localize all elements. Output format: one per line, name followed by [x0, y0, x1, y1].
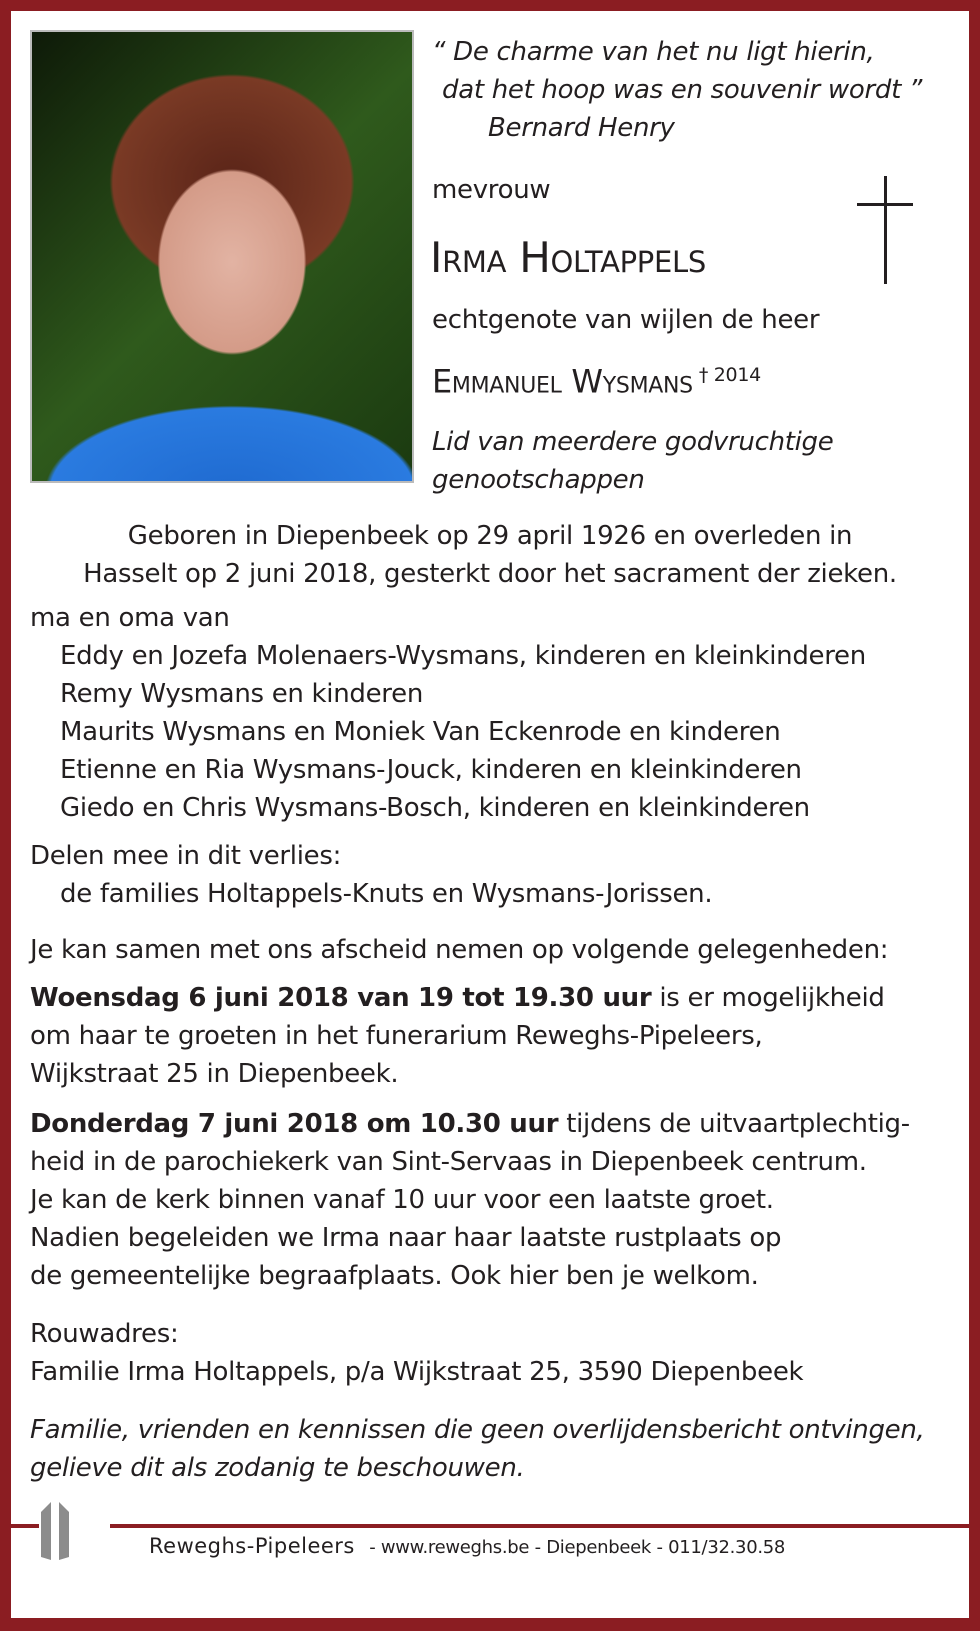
occasions-intro: Je kan samen met ons afscheid nemen op volgende gelegenheden: [30, 935, 889, 965]
cross-icon [857, 176, 913, 284]
funeral-line-4: Nadien begeleiden we Irma naar haar laatste rustplaats op [30, 1223, 782, 1253]
obituary-card [11, 11, 969, 1618]
funeral-text: tijdens de uitvaartplechtig- [558, 1109, 910, 1139]
funeral-line-2: heid in de parochiekerk van Sint-Servaas in Diepenbeek centrum. [30, 1147, 867, 1177]
membership-line-1: Lid van meerdere godvruchtige [432, 427, 834, 457]
visit-date: Woensdag 6 juni 2018 van 19 tot 19.30 uur [30, 983, 652, 1013]
funeral-line-3: Je kan de kerk binnen vanaf 10 uur voor een laatste groet. [30, 1185, 774, 1215]
membership-line-2: genootschappen [432, 465, 645, 495]
footer-details: - www.reweghs.be - Diepenbeek - 011/32.30.58 [369, 1537, 786, 1558]
share-text: de families Holtappels-Knuts en Wysmans-Jorissen. [60, 879, 713, 909]
family-member: Remy Wysmans en kinderen [60, 679, 423, 709]
family-heading: ma en oma van [30, 603, 230, 633]
family-member: Eddy en Jozefa Molenaers-Wysmans, kinderen en kleinkinderen [60, 641, 866, 671]
spouse-death-year: † 2014 [698, 364, 761, 386]
family-member: Giedo en Chris Wysmans-Bosch, kinderen en kleinkinderen [60, 793, 810, 823]
funeral-line-5: de gemeentelijke begraafplaats. Ook hier ben je welkom. [30, 1261, 759, 1291]
family-member: Etienne en Ria Wysmans-Jouck, kinderen en kleinkinderen [60, 755, 802, 785]
spouse-intro: echtgenote van wijlen de heer [432, 305, 820, 335]
share-heading: Delen mee in dit verlies: [30, 841, 342, 871]
born-line-1: Geboren in Diepenbeek op 29 april 1926 en overleden in [127, 521, 853, 551]
family-member: Maurits Wysmans en Moniek Van Eckenrode en kinderen [60, 717, 781, 747]
spouse-name-text: Emmanuel Wysmans [432, 362, 693, 401]
notice-line-1: Familie, vrienden en kennissen die geen overlijdensbericht ontvingen, [30, 1415, 925, 1445]
quote-line-2: dat het hoop was en souvenir wordt ” [442, 75, 923, 105]
visit-line-1 [30, 979, 885, 1017]
visit-text: is er mogelijkheid [651, 983, 885, 1013]
born-line-2: Hasselt op 2 juni 2018, gesterkt door het sacrament der zieken. [83, 559, 897, 589]
address-label: Rouwadres: [30, 1319, 179, 1349]
address-value: Familie Irma Holtappels, p/a Wijkstraat 25, 3590 Diepenbeek [30, 1357, 804, 1387]
visit-line-2: om haar te groeten in het funerarium Reweghs-Pipeleers, [30, 1021, 763, 1051]
funeral-date: Donderdag 7 juni 2018 om 10.30 uur [30, 1109, 559, 1139]
deceased-name: Irma Holtappels [430, 233, 706, 282]
quote-author: Bernard Henry [488, 113, 675, 143]
portrait-photo [30, 30, 414, 483]
footer [149, 1528, 785, 1566]
spouse-name [432, 355, 761, 402]
visit-line-3: Wijkstraat 25 in Diepenbeek. [30, 1059, 399, 1089]
footer-company: Reweghs-Pipeleers [149, 1534, 355, 1558]
notice-line-2: gelieve dit als zodanig te beschouwen. [30, 1453, 525, 1483]
funeral-home-logo-icon [41, 1502, 89, 1560]
quote-line-1: “ De charme van het nu ligt hierin, [432, 37, 875, 67]
title-prefix: mevrouw [432, 175, 551, 205]
footer-rule-left [11, 1524, 39, 1528]
funeral-line-1 [30, 1105, 910, 1143]
